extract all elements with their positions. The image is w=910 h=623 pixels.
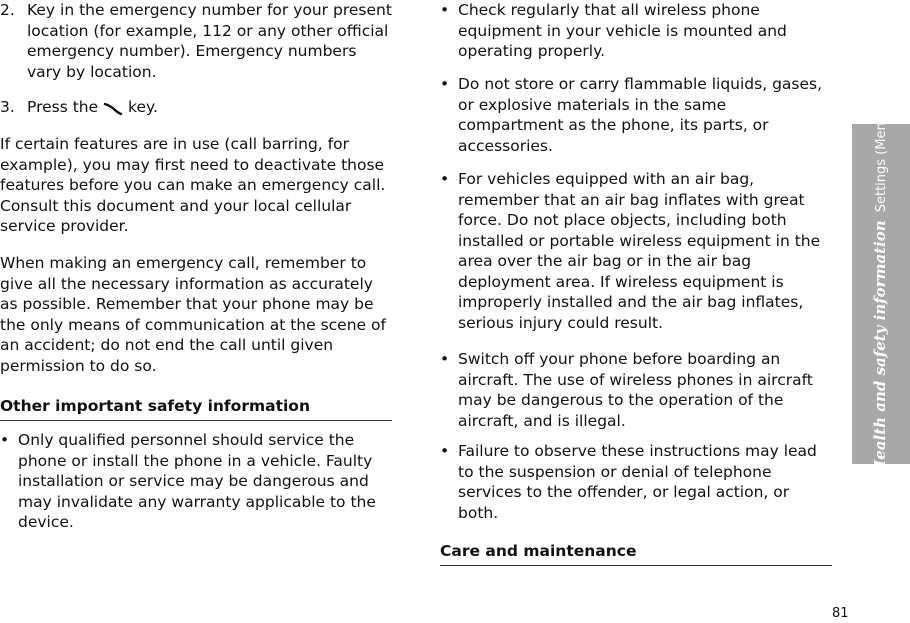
step-2 [0, 0, 392, 82]
bullet-text: Only qualified personnel should service the phone or install the phone in a vehicle. Faulty installation or service may be dangerous and may invalidate any warranty applicable to the device. [18, 431, 376, 531]
bullet-text: Switch off your phone before boarding an aircraft. The use of wireless phones in aircraft may be dangerous to the operation of the aircraft, and is illegal. [458, 350, 813, 430]
section-heading-care: Care and maintenance [440, 541, 832, 566]
step-number: 2. [0, 1, 15, 19]
paragraph-emergency-call: When making an emergency call, remember to give all the necessary information as accurately as possible. Remember that your phone may be the only means of communication at the scene of an accident; do not end the call until given permission to do so. [0, 254, 386, 375]
step-text-after: key. [128, 98, 158, 116]
bullet-text: For vehicles equipped with an air bag, remember that an air bag inflates with great force. Do not place objects, including both installed or portable wireless equipment in the area over the air bag or in the air bag deployment area. If wireless equipment is improperly installed and the air bag inflates, serious injury could result. [458, 170, 821, 332]
bullet-marker: • [440, 75, 450, 93]
bullet-item [440, 441, 832, 523]
bullet-item [0, 430, 392, 533]
bullet-item [440, 74, 832, 156]
step-text: Key in the emergency number for your present location (for example, 112 or any other official emergency number). Emergency numbers vary by location. [27, 1, 392, 81]
page-number: 81 [832, 606, 849, 621]
section-tab-title: Health and safety information [870, 220, 889, 474]
bullet-marker: • [440, 442, 450, 460]
bullet-marker: • [440, 1, 450, 19]
bullet-text: Failure to observe these instructions may lead to the suspension or denial of telephone services to the offender, or legal action, or both. [458, 442, 817, 522]
step-number: 3. [0, 98, 15, 116]
section-tab-subtitle: Settings (Menu [873, 114, 889, 213]
section-heading-other-safety: Other important safety information [0, 396, 392, 421]
bullet-marker: • [440, 170, 450, 188]
bullet-item [440, 349, 832, 431]
section-tab-label [870, 114, 893, 474]
step-3 [0, 97, 392, 118]
bullet-marker: • [440, 350, 450, 368]
step-text-before: Press the [27, 98, 99, 116]
bullet-item [440, 0, 832, 62]
bullet-marker: • [0, 431, 10, 449]
bullet-item [440, 169, 832, 333]
end-call-icon [103, 101, 123, 115]
bullet-text: Check regularly that all wireless phone equipment in your vehicle is mounted and operating properly. [458, 1, 787, 60]
bullet-text: Do not store or carry flammable liquids, gases, or explosive materials in the same compartment as the phone, its parts, or accessories. [458, 75, 823, 155]
paragraph-feature-deactivation: If certain features are in use (call barring, for example), you may first need to deactivate those features before you can make an emergency call. Consult this document and your local cellular service provider. [0, 135, 386, 235]
